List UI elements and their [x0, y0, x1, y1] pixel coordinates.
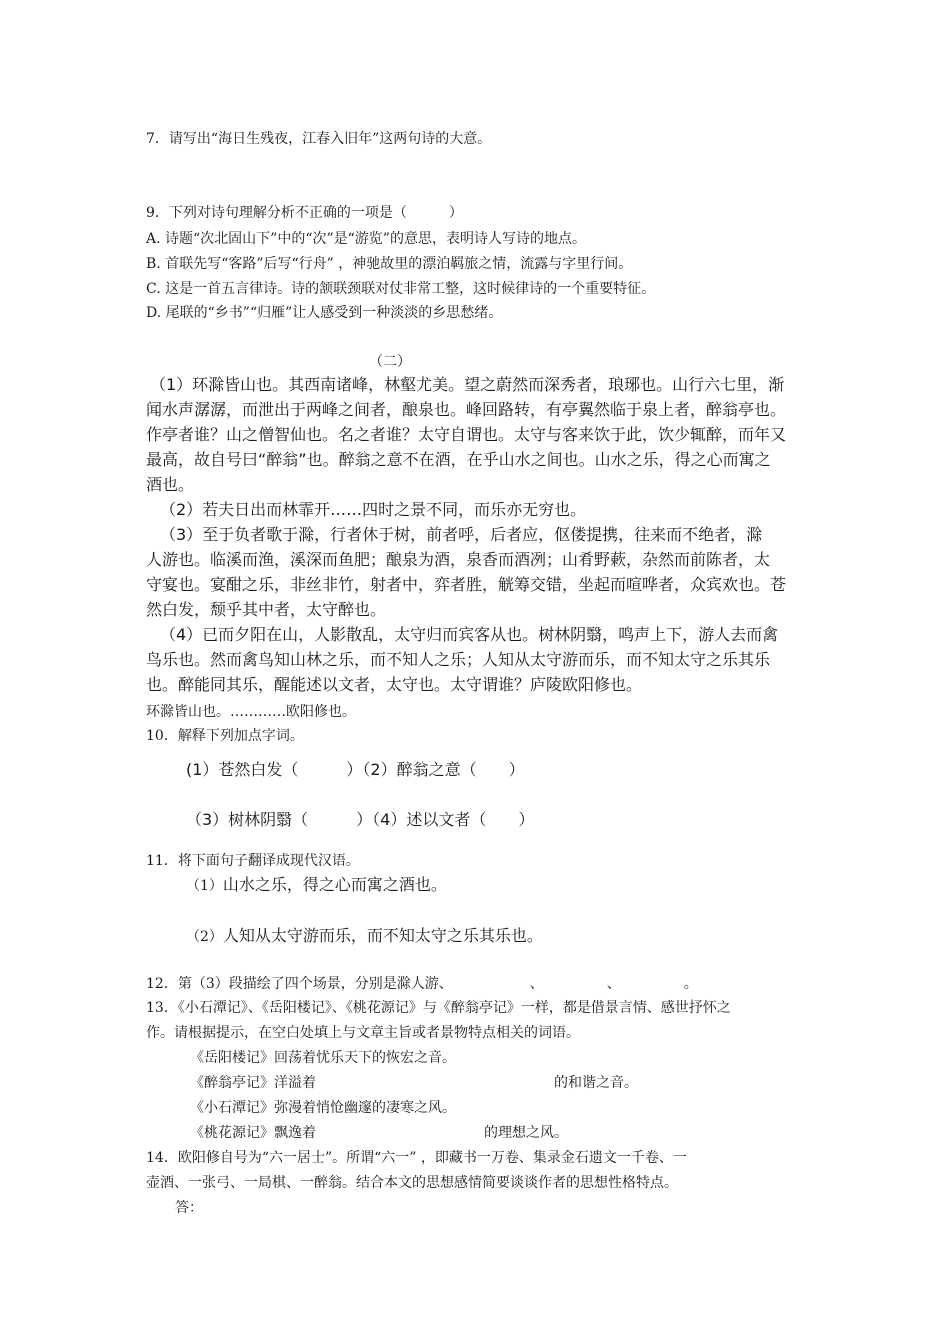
question-13-item: 《岳阳楼记》回荡着忧乐天下的恢宏之音。 — [190, 1050, 456, 1066]
question-13-line-1: 13．《小石潭记》、《岳阳楼记》、《桃花源记》与《醉翁亭记》一样，都是借景言情、感世抒怀之 — [146, 1000, 731, 1016]
passage-line: 人游也。临溪而渔，溪深而鱼肥；酿泉为酒，泉香而酒冽；山肴野蔌，杂然而前陈者，太 — [146, 550, 771, 569]
question-9-stem: 9．下列对诗句理解分析不正确的一项是（ ） — [146, 205, 463, 221]
question-7: 7．请写出“海日生残夜，江春入旧年”这两句诗的大意。 — [146, 131, 492, 147]
passage-line: 鸟乐也。然而禽鸟知山林之乐，而不知人之乐；人知从太守游而乐，而不知太守之乐其乐 — [146, 650, 771, 669]
question-10-row-1: (1）苍然白发（ ）（2）醉翁之意（ ） — [186, 760, 525, 779]
passage-line: 作亭者谁？山之僧智仙也。名之者谁？太守自谓也。太守与客来饮于此，饮少辄醉，而年又 — [146, 425, 787, 444]
sentence-number: （1） — [186, 878, 223, 894]
question-10-row-2: （3）树林阴翳（ ）（4）述以文者（ ） — [186, 810, 535, 829]
question-11-sentence-1 — [186, 873, 447, 897]
question-14-line-1: 14．欧阳修自号为“六一居士”。所谓“六一” ，即藏书一万卷、集录金石遗文一千卷、一 — [146, 1150, 687, 1166]
passage-line: （1）环滁皆山也。其西南诸峰，林壑尤美。望之蔚然而深秀者，琅琊也。山行六七里，渐 — [150, 375, 785, 394]
question-14-line-2: 壶酒、一张弓、一局棋、一醉翁。结合本文的思想感情简要谈谈作者的思想性格特点。 — [146, 1175, 678, 1191]
question-9-option-a: A. 诗题“次北固山下”中的“次”是“游览”的意思，表明诗人写诗的地点。 — [146, 231, 586, 247]
passage-line: 也。醉能同其乐，醒能述以文者，太守也。太守谓谁？庐陵欧阳修也。 — [146, 675, 643, 694]
passage-line: （3）至于负者歌于滁，行者休于树，前者呼，后者应，伛偻提携，往来而不绝者，滁 — [160, 525, 763, 544]
question-13-item: 《小石潭记》弥漫着悄怆幽邃的凄寒之风。 — [190, 1100, 456, 1116]
question-9-option-b: B. 首联先写“客路”后写“行舟” ，神驰故里的漂泊羁旅之情，流露与字里行间。 — [146, 256, 633, 272]
sentence-text: 人知从太守游而乐，而不知太守之乐其乐也。 — [222, 926, 543, 945]
sentence-text: 山水之乐，得之心而寓之酒也。 — [222, 875, 447, 894]
question-9-option-d: D. 尾联的“乡书”“归雁”让人感受到一种淡淡的乡思愁绪。 — [146, 305, 503, 321]
question-13-line-2: 作。请根据提示，在空白处填上与文章主旨或者景物特点相关的词语。 — [146, 1025, 580, 1041]
passage-note: 环滁皆山也。…………欧阳修也。 — [146, 704, 356, 720]
passage-line: 闻水声潺潺，而泄出于两峰之间者，酿泉也。峰回路转，有亭翼然临于泉上者，醉翁亭也。 — [146, 400, 787, 419]
passage-line: 酒也。 — [146, 475, 195, 494]
question-10-stem: 10．解释下列加点字词。 — [146, 728, 304, 744]
answer-label: 答： — [175, 1200, 203, 1216]
passage-line: （2）若夫日出而林霏开……四时之景不同，而乐亦无穷也。 — [160, 500, 587, 519]
sentence-number: （2） — [186, 929, 223, 945]
question-11-stem: 11．将下面句子翻译成现代汉语。 — [146, 853, 360, 869]
passage-line: 守宴也。宴酣之乐，非丝非竹，射者中，弈者胜，觥筹交错，坐起而喧哗者，众宾欢也。苍 — [146, 575, 787, 594]
section-title: （二） — [369, 354, 411, 370]
passage-line: 最高，故自号曰“醉翁”也。醉翁之意不在酒，在乎山水之间也。山水之乐，得之心而寓之 — [146, 450, 771, 469]
question-13-item: 《醉翁亭记》洋溢着 的和谐之音。 — [190, 1075, 638, 1091]
question-12: 12．第（3）段描绘了四个场景，分别是滁人游、 、 、 。 — [146, 976, 698, 992]
passage-line: （4）已而夕阳在山，人影散乱，太守归而宾客从也。树林阴翳，鸣声上下，游人去而禽 — [160, 625, 779, 644]
question-13-item: 《桃花源记》飘逸着 的理想之风。 — [190, 1125, 568, 1141]
question-9-option-c: C. 这是一首五言律诗。诗的颔联颈联对仗非常工整，这时候律诗的一个重要特征。 — [146, 281, 656, 297]
question-11-sentence-2 — [186, 924, 543, 948]
passage-line: 然白发，颓乎其中者，太守醉也。 — [146, 600, 387, 619]
